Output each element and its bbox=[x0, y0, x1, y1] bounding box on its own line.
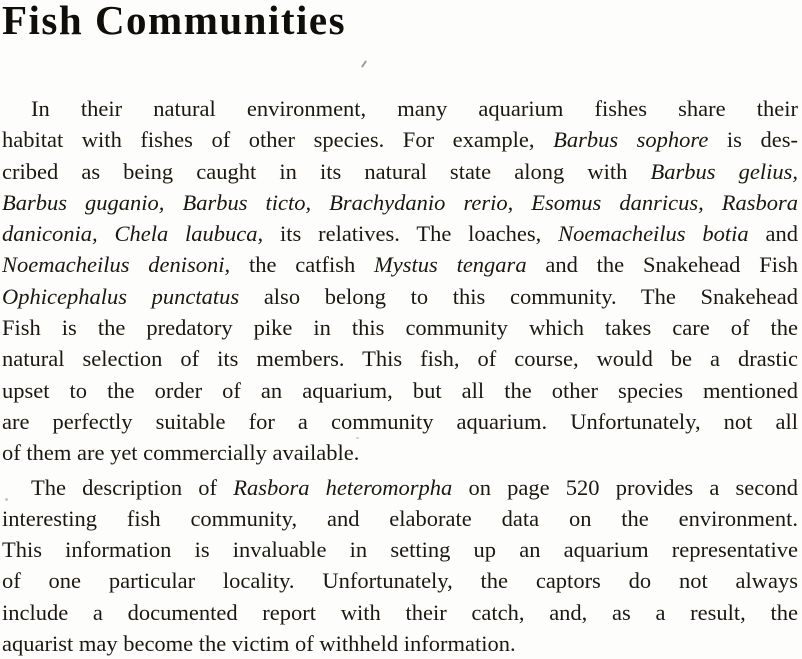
text-line bbox=[2, 472, 798, 503]
text-segment: Fish is the predatory pike in this community which takes care of the bbox=[2, 315, 798, 341]
scan-speck-slash bbox=[361, 60, 367, 68]
text-segment: The description of bbox=[31, 474, 234, 500]
page-body bbox=[2, 93, 798, 659]
text-segment: also belong to this community. The Snakehead bbox=[239, 283, 798, 309]
text-segment: and bbox=[748, 221, 798, 247]
species-name-italic: Mystus tengara bbox=[374, 252, 527, 278]
text-segment: aquarist may become the victim of withheld information. bbox=[2, 631, 516, 657]
text-line bbox=[2, 534, 798, 565]
text-line bbox=[2, 628, 798, 659]
text-line bbox=[2, 312, 798, 343]
text-segment: habitat with fishes of other species. For example, bbox=[2, 127, 554, 153]
text-segment: its relatives. The loaches, bbox=[263, 221, 559, 247]
page-title: Fish Communities bbox=[2, 0, 347, 43]
text-line bbox=[2, 93, 798, 124]
paragraph bbox=[2, 93, 798, 469]
species-name-italic: daniconia, Chela laubuca, bbox=[2, 221, 264, 247]
text-line bbox=[2, 249, 798, 280]
text-segment: are perfectly suitable for a community aquarium. Unfortunately, not all bbox=[2, 408, 798, 434]
paragraph bbox=[2, 472, 798, 659]
species-name-italic: Ophicephalus punctatus bbox=[2, 283, 240, 309]
text-segment: include a documented report with their catch, and, as a result, the bbox=[2, 599, 798, 625]
text-line bbox=[2, 156, 798, 187]
text-line bbox=[2, 406, 798, 437]
text-segment: and the Snakehead Fish bbox=[526, 252, 798, 278]
text-segment: natural selection of its members. This fish, of course, would be a drastic bbox=[2, 346, 798, 372]
text-segment: of one particular locality. Unfortunately, the captors do not always bbox=[2, 568, 798, 594]
species-name-italic: Barbus sophore bbox=[553, 127, 709, 153]
text-segment: of them are yet commercially available. bbox=[2, 440, 360, 466]
scan-speck-dot bbox=[5, 498, 8, 501]
text-line bbox=[2, 124, 798, 155]
text-line bbox=[2, 343, 798, 374]
scan-speck-dot bbox=[356, 437, 359, 439]
species-name-italic: Barbus guganio, Barbus ticto, Brachydanio rerio, Esomus danricus, Rasbora bbox=[2, 189, 798, 215]
text-line bbox=[2, 503, 798, 534]
text-segment: cribed as being caught in its natural state along with bbox=[2, 158, 651, 184]
species-name-italic: Barbus gelius, bbox=[650, 158, 798, 184]
text-line bbox=[2, 187, 798, 218]
text-line bbox=[2, 437, 798, 468]
text-line bbox=[2, 281, 798, 312]
text-segment: is des- bbox=[708, 127, 798, 153]
text-segment: the catfish bbox=[230, 252, 375, 278]
text-segment: This information is invaluable in setting up an aquarium representative bbox=[2, 537, 798, 563]
text-line bbox=[2, 565, 798, 596]
text-segment: upset to the order of an aquarium, but all the other species mentioned bbox=[2, 377, 798, 403]
species-name-italic: Noemacheilus botia bbox=[558, 221, 749, 247]
text-segment: on page 520 provides a second bbox=[452, 474, 798, 500]
species-name-italic: Noemacheilus denisoni, bbox=[2, 252, 231, 278]
text-segment: interesting fish community, and elaborate data on the environment. bbox=[2, 505, 798, 531]
text-line bbox=[2, 375, 798, 406]
species-name-italic: Rasbora heteromorpha bbox=[233, 474, 453, 500]
text-segment: In their natural environment, many aquarium fishes share their bbox=[31, 96, 798, 121]
text-line bbox=[2, 218, 798, 249]
text-line bbox=[2, 597, 798, 628]
